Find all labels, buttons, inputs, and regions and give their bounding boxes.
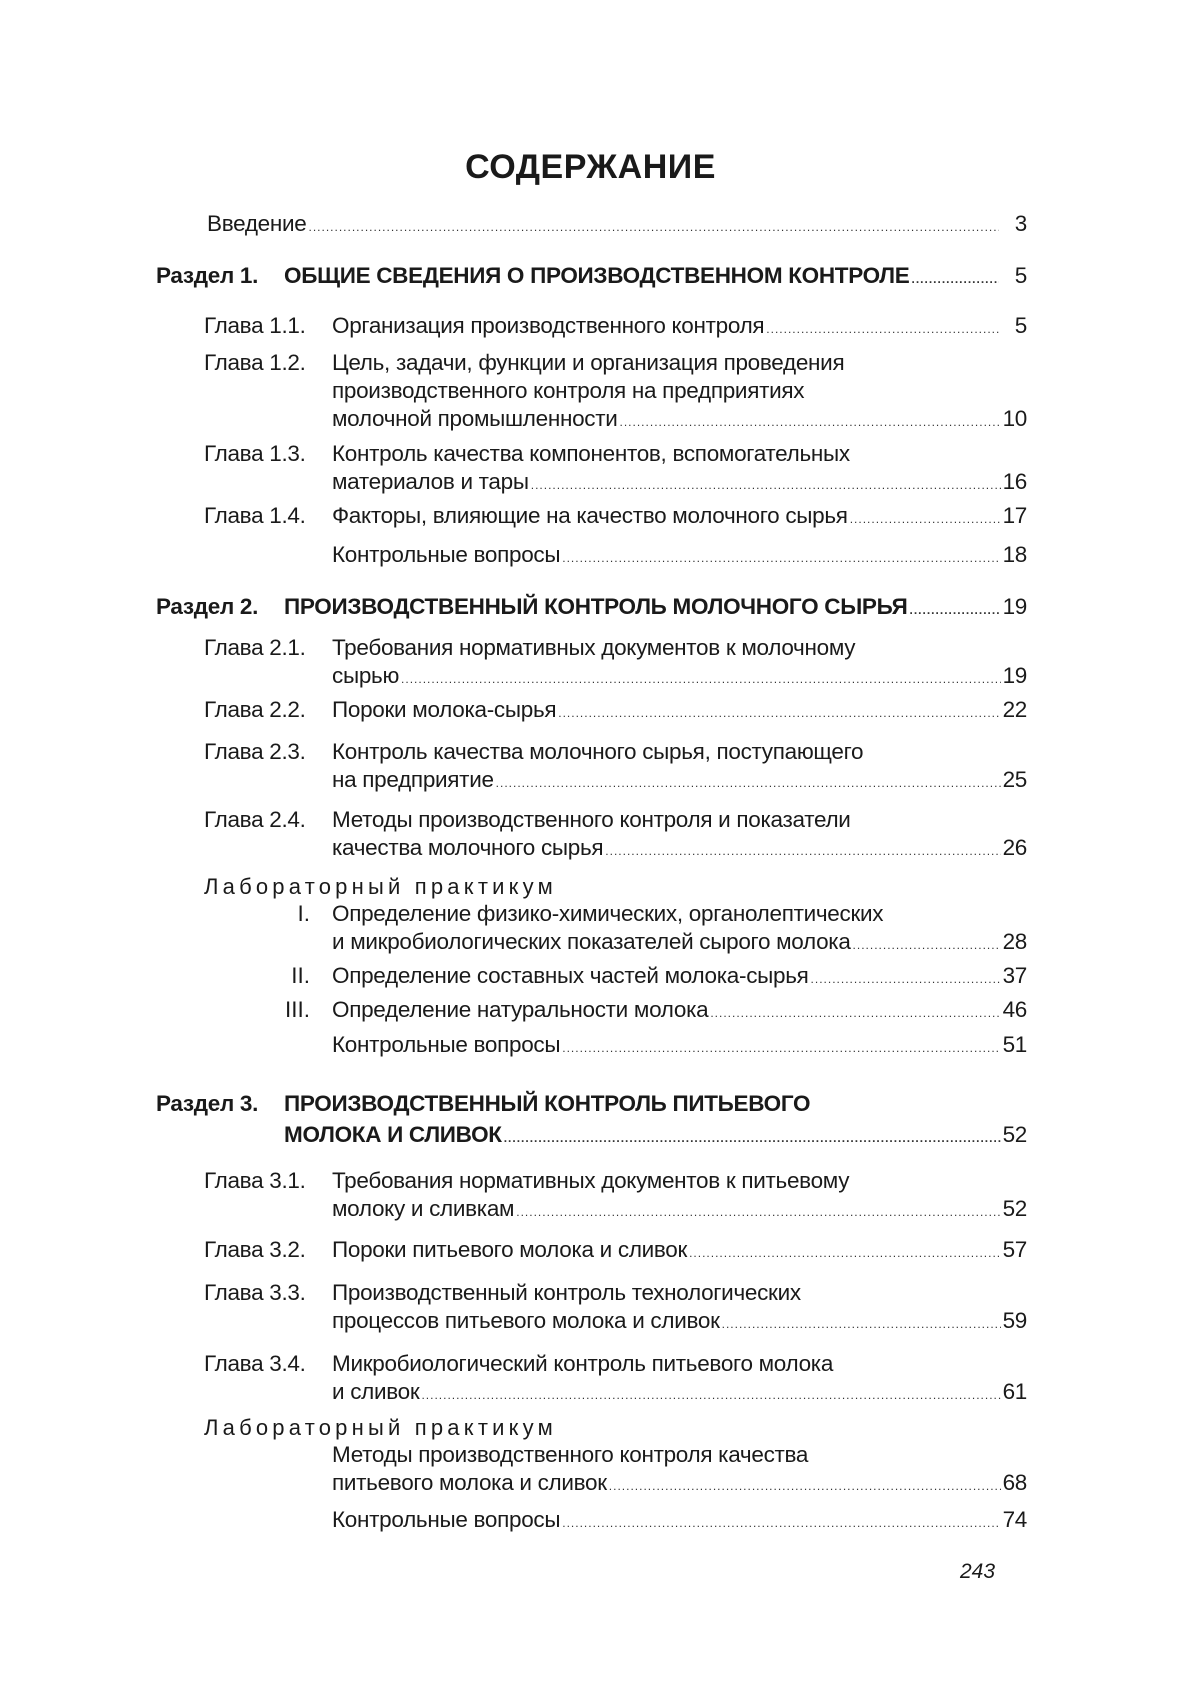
chapter-label: Глава 3.4. [204,1351,306,1376]
chapter-label: Глава 3.3. [204,1280,306,1305]
toc-page-number: 18 [1002,542,1027,567]
leader-dots [605,837,1000,865]
chapter-title-line: Цель, задачи, функции и организация проведения [332,350,845,375]
toc-entry-text: Введение [207,211,307,236]
page-number: 243 [960,1560,996,1583]
leader-dots [609,1472,1001,1500]
leader-dots [620,408,1001,436]
leader-dots [912,265,999,293]
toc-page-number: 51 [1002,1032,1027,1057]
toc-chapter-1-1[interactable] [332,312,1027,343]
toc-chapter-2-1[interactable] [332,662,1027,693]
chapter-title-line: молочной промышленности [332,406,618,431]
section-label: Раздел 2. [156,594,259,619]
chapter-title: Факторы, влияющие на качество молочного сырья [332,503,848,528]
chapter-title-line: производственного контроля на предприятиях [332,378,805,403]
chapter-title-line: молоку и сливкам [332,1196,515,1221]
chapter-label: Глава 1.3. [204,441,306,466]
toc-chapter-3-3[interactable] [332,1307,1027,1338]
chapter-title-line: материалов и тары [332,469,529,494]
toc-questions-2[interactable] [332,1031,1027,1062]
lab-practicum-heading: Лабораторный практикум [204,874,557,899]
chapter-title-line: Требования нормативных документов к молочному [332,635,856,660]
questions-title: Контрольные вопросы [332,1032,561,1057]
toc-page-number: 22 [1002,697,1027,722]
lab-title: Определение натуральности молока [332,997,709,1022]
toc-chapter-1-4[interactable] [332,502,1027,533]
leader-dots [504,1124,1001,1152]
leader-dots [850,505,1001,533]
chapter-label: Глава 1.4. [204,503,306,528]
lab-number: I. [297,901,310,926]
toc-chapter-3-1[interactable] [332,1195,1027,1226]
leader-dots [689,1239,1000,1267]
leader-dots [308,213,998,241]
leader-dots [421,1381,1000,1409]
toc-page-number: 28 [1002,929,1027,954]
chapter-label: Глава 3.2. [204,1237,306,1262]
leader-dots [562,1509,1000,1537]
lab-title-line: Методы производственного контроля качества [332,1442,809,1467]
leader-dots [766,315,998,343]
questions-title: Контрольные вопросы [332,542,561,567]
leader-dots [558,699,1000,727]
chapter-title-line: качества молочного сырья [332,835,604,860]
chapter-label: Глава 2.2. [204,697,306,722]
chapter-title-line: Методы производственного контроля и показатели [332,807,851,832]
leader-dots [853,931,1001,959]
toc-lab-2-3[interactable] [332,996,1027,1027]
toc-section-2[interactable] [284,593,1027,624]
chapter-title: Пороки питьевого молока и сливок [332,1237,688,1262]
leader-dots [710,999,1000,1027]
leader-dots [562,544,1000,572]
chapter-label: Глава 2.4. [204,807,306,832]
section-label: Раздел 1. [156,263,259,288]
toc-lab-3-1[interactable] [332,1469,1027,1500]
toc-questions-1[interactable] [332,541,1027,572]
leader-dots [722,1310,1001,1338]
toc-page-number: 37 [1002,963,1027,988]
leader-dots [562,1034,1000,1062]
chapter-label: Глава 2.3. [204,739,306,764]
chapter-title: Организация производственного контроля [332,313,765,338]
toc-section-1[interactable] [284,262,1027,293]
toc-page-number: 17 [1002,503,1027,528]
toc-page-number: 16 [1002,469,1027,494]
toc-chapter-3-2[interactable] [332,1236,1027,1267]
toc-lab-2-1[interactable] [332,928,1027,959]
toc-page-number: 25 [1002,767,1027,792]
toc-chapter-2-2[interactable] [332,696,1027,727]
section-title: ПРОИЗВОДСТВЕННЫЙ КОНТРОЛЬ МОЛОЧНОГО СЫРЬЯ [284,594,908,619]
toc-page-number: 52 [1002,1122,1027,1147]
toc-page-number: 5 [1014,313,1027,338]
toc-chapter-2-3[interactable] [332,766,1027,797]
lab-title: Определение составных частей молока-сырья [332,963,809,988]
toc-questions-3[interactable] [332,1506,1027,1537]
toc-page-number: 10 [1002,406,1027,431]
chapter-title: Пороки молока-сырья [332,697,557,722]
toc-page-number: 19 [1002,663,1027,688]
lab-practicum-heading: Лабораторный практикум [204,1415,557,1440]
toc-page-number: 3 [1014,211,1027,236]
lab-title-line: и микробиологических показателей сырого молока [332,929,851,954]
chapter-title-line: Контроль качества компонентов, вспомогательных [332,441,850,466]
leader-dots [496,769,1001,797]
toc-page-number: 19 [1002,594,1027,619]
toc-chapter-3-4[interactable] [332,1378,1027,1409]
leader-dots [516,1198,1000,1226]
chapter-title-line: на предприятие [332,767,494,792]
section-title-line: МОЛОКА И СЛИВОК [284,1122,502,1147]
section-label: Раздел 3. [156,1091,259,1116]
chapter-title-line: Требования нормативных документов к питьевому [332,1168,850,1193]
chapter-title-line: Контроль качества молочного сырья, поступающего [332,739,864,764]
toc-page-number: 52 [1002,1196,1027,1221]
toc-entry-intro[interactable] [207,210,1027,241]
toc-page-number: 74 [1002,1507,1027,1532]
questions-title: Контрольные вопросы [332,1507,561,1532]
toc-page-number: 59 [1002,1308,1027,1333]
section-title: ОБЩИЕ СВЕДЕНИЯ О ПРОИЗВОДСТВЕННОМ КОНТРОЛЕ [284,263,910,288]
chapter-title-line: процессов питьевого молока и сливок [332,1308,720,1333]
chapter-title-line: Микробиологический контроль питьевого молока [332,1351,834,1376]
lab-title-line: питьевого молока и сливок [332,1470,607,1495]
leader-dots [531,471,1001,499]
leader-dots [910,596,1001,624]
toc-page-number: 26 [1002,835,1027,860]
chapter-label: Глава 2.1. [204,635,306,660]
chapter-title-line: сырью [332,663,400,688]
toc-page-number: 57 [1002,1237,1027,1262]
chapter-label: Глава 1.1. [204,313,306,338]
toc-page-number: 68 [1002,1470,1027,1495]
toc-page-number: 5 [1014,263,1027,288]
leader-dots [811,965,1001,993]
lab-number: III. [284,997,310,1022]
toc-chapter-2-4[interactable] [332,834,1027,865]
lab-number: II. [291,963,310,988]
lab-title-line: Определение физико-химических, органолептических [332,901,884,926]
toc-page-number: 61 [1002,1379,1027,1404]
toc-chapter-1-3[interactable] [332,468,1027,499]
toc-lab-2-2[interactable] [332,962,1027,993]
chapter-title-line: и сливок [332,1379,420,1404]
page-title: СОДЕРЖАНИЕ [465,148,716,186]
toc-section-3[interactable] [284,1121,1027,1152]
toc-chapter-1-2[interactable] [332,405,1027,436]
toc-page-number: 46 [1002,997,1027,1022]
chapter-label: Глава 1.2. [204,350,306,375]
section-title-line: ПРОИЗВОДСТВЕННЫЙ КОНТРОЛЬ ПИТЬЕВОГО [284,1091,811,1116]
chapter-title-line: Производственный контроль технологических [332,1280,801,1305]
leader-dots [401,665,1001,693]
chapter-label: Глава 3.1. [204,1168,306,1193]
